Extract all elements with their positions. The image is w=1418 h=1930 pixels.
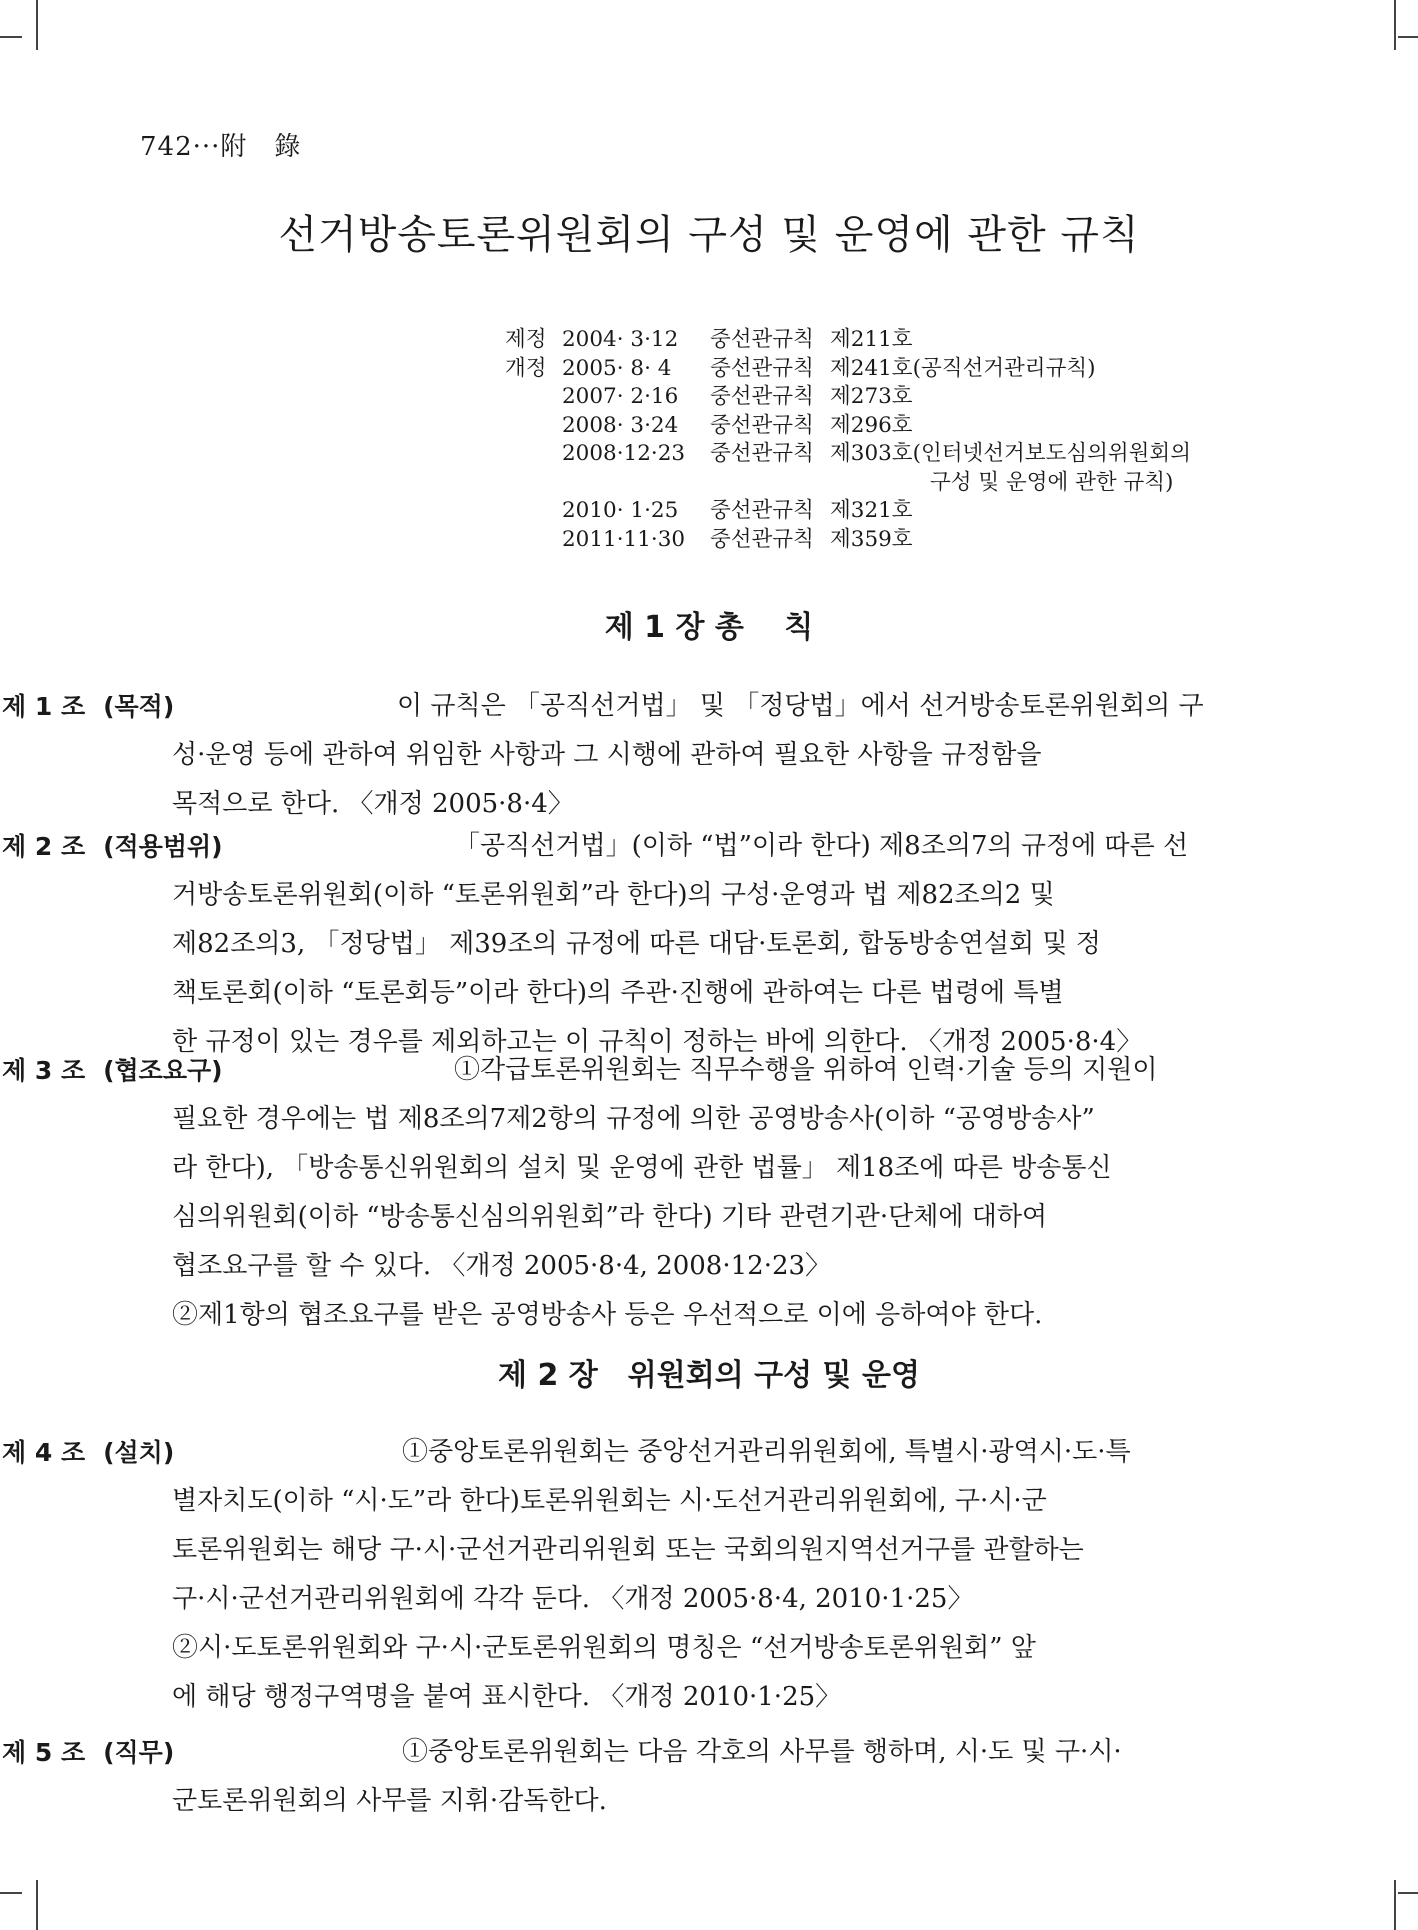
history-row [505,355,1191,384]
history-regulator: 중선관규칙 [710,384,814,409]
article-heading: (적용범위) [103,832,223,861]
history-row [505,383,1191,412]
article-paragraph-2: ②시·도토론위원회와 구·시·군토론위원회의 명칭은 “선거방송토론위원회” 앞 [172,1633,1036,1663]
article-line: 라 한다), 「방송통신위원회의 설치 및 운영에 관한 법률」 제18조에 따른 방송통신 [172,1153,1112,1183]
article-line: 토론위원회는 해당 구·시·군선거관리위원회 또는 국회의원지역선거구를 관할하는 [172,1535,1084,1565]
history-regulator: 중선관규칙 [710,355,814,381]
history-type: 개정 [505,355,547,381]
crop-mark [0,36,22,38]
article-line: 책토론회(이하 “토론회등”이라 한다)의 주관·진행에 관하여는 다른 법령에 특별 [172,978,1064,1008]
history-type [505,412,562,441]
article-4 [2,1428,1242,1722]
article-line [2,1046,1242,1095]
article-text: 이 규칙은 「공직선거법」 및 「정당법」에서 선거방송토론위원회의 구 [397,691,1204,721]
article-heading: (협조요구) [103,1056,223,1085]
article-number: 제 3 조 [2,1056,86,1085]
article-3 [2,1046,1242,1340]
article-line: 제82조의3, 「정당법」 제39조의 규정에 따른 대담·토론회, 합동방송연설회 및 정 [172,929,1101,959]
history-date: 2008· 3·24 [562,412,679,438]
article-paragraph-2: ②제1항의 협조요구를 받은 공영방송사 등은 우선적으로 이에 응하여야 한다. [172,1300,1043,1330]
history-row [505,526,1191,555]
article-line: 목적으로 한다. 〈개정 2005·8·4〉 [172,789,574,819]
history-date: 2007· 2·16 [562,384,679,409]
history-regulator: 중선관규칙 [710,441,814,466]
history-type [505,383,562,412]
article-text: ①중앙토론위원회는 다음 각호의 사무를 행하며, 시·도 및 구·시· [402,1737,1122,1767]
history-number: 제211호 [830,327,913,352]
amendment-history [505,326,1191,554]
article-text: 「공직선거법」(이하 “법”이라 한다) 제8조의7의 규정에 따른 선 [454,831,1189,861]
article-line [2,682,1242,731]
article-line: 별자치도(이하 “시·도”라 한다)토론위원회는 시·도선거관리위원회에, 구·시·군 [172,1486,1047,1516]
history-regulator: 중선관규칙 [710,327,814,352]
history-type [505,497,562,526]
history-type [505,526,562,555]
article-line: 심의위원회(이하 “방송통신심의위원회”라 한다) 기타 관련기관·단체에 대하여 [172,1202,1048,1232]
history-number: 제359호 [830,526,913,552]
history-number: 제321호 [830,498,913,523]
chapter-1-title: 제 1 장 총 칙 [604,610,814,645]
chapter-2-title: 제 2 장 위원회의 구성 및 운영 [498,1358,920,1393]
article-text: ①각급토론위원회는 직무수행을 위하여 인력·기술 등의 지원이 [454,1055,1158,1085]
page-header: 742···附 錄 [140,132,302,162]
history-regulator: 중선관규칙 [710,498,814,523]
crop-mark [1398,36,1418,38]
history-type: 제정 [505,327,547,352]
article-number: 제 1 조 [2,692,86,721]
history-date: 2004· 3·12 [562,327,679,352]
crop-mark [36,0,38,50]
article-line [2,1728,1242,1777]
crop-mark [1394,1880,1396,1930]
history-type [505,440,562,469]
history-row [505,412,1191,441]
history-number: 제296호 [830,412,913,438]
history-date: 2010· 1·25 [562,498,679,523]
article-number: 제 2 조 [2,832,86,861]
article-line: 협조요구를 할 수 있다. 〈개정 2005·8·4, 2008·12·23〉 [172,1251,832,1281]
history-date: 2005· 8· 4 [562,355,672,381]
history-continuation: 구성 및 운영에 관한 규칙) [930,469,1174,495]
history-regulator: 중선관규칙 [710,526,814,552]
article-number: 제 5 조 [2,1738,86,1767]
article-line: 구·시·군선거관리위원회에 각각 둔다. 〈개정 2005·8·4, 2010·1·25〉 [172,1584,974,1614]
history-regulator: 중선관규칙 [710,412,814,438]
article-heading: (목적) [103,692,175,721]
article-line [2,822,1242,871]
history-row [505,326,1191,355]
article-text: ①중앙토론위원회는 중앙선거관리위원회에, 특별시·광역시·도·특 [402,1437,1131,1467]
article-heading: (설치) [103,1438,175,1467]
history-row [505,440,1191,469]
crop-mark [36,1880,38,1930]
article-2 [2,822,1242,1067]
crop-mark [0,1892,22,1894]
history-number: 제303호(인터넷선거보도심의위원회의 [830,441,1191,466]
article-line: 군토론위원회의 사무를 지휘·감독한다. [172,1786,607,1816]
history-date: 2008·12·23 [562,441,686,466]
article-line: 거방송토론위원회(이하 “토론위원회”라 한다)의 구성·운영과 법 제82조의2 및 [172,880,1055,910]
article-line: 성·운영 등에 관하여 위임한 사항과 그 시행에 관하여 필요한 사항을 규정함을 [172,740,1042,770]
crop-mark [1398,1892,1418,1894]
history-number: 제241호(공직선거관리규칙) [830,355,1096,381]
article-line: 한 규정이 있는 경우를 제외하고는 이 규칙이 정하는 바에 의한다. 〈개정 2005·8·4〉 [172,1027,1143,1057]
document-title: 선거방송토론위원회의 구성 및 운영에 관한 규칙 [278,212,1140,258]
article-heading: (직무) [103,1738,175,1767]
history-row [505,497,1191,526]
article-number: 제 4 조 [2,1438,86,1467]
history-number: 제273호 [830,384,913,409]
article-line [2,1428,1242,1477]
crop-mark [1394,0,1396,50]
history-date: 2011·11·30 [562,526,686,552]
article-line: 에 해당 행정구역명을 붙여 표시한다. 〈개정 2010·1·25〉 [172,1682,842,1712]
article-5 [2,1728,1242,1826]
article-line: 필요한 경우에는 법 제8조의7제2항의 규정에 의한 공영방송사(이하 “공영방송사” [172,1104,1095,1134]
article-1 [2,682,1242,829]
